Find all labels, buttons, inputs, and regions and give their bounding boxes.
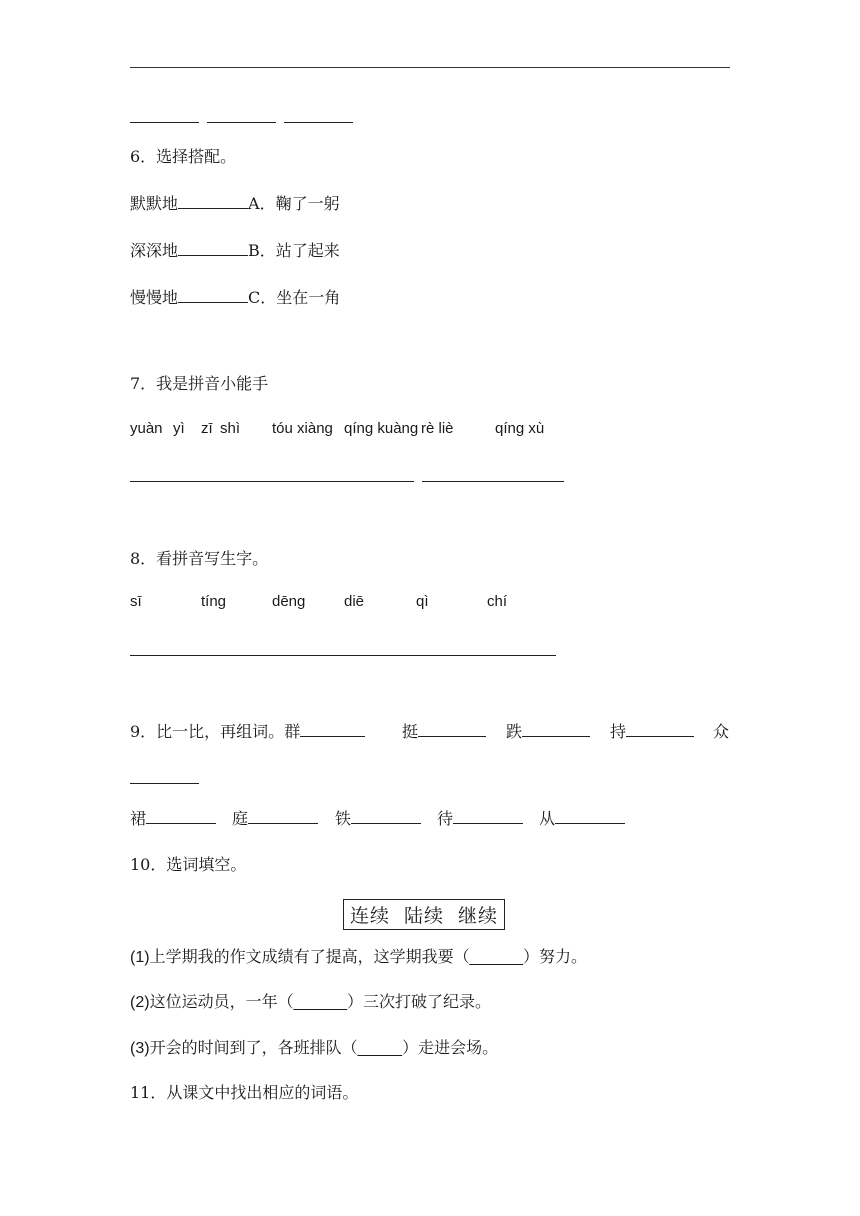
- q9-char: 待: [437, 809, 454, 828]
- q9-answer-blank[interactable]: [130, 769, 199, 784]
- q10-item-number: (3): [130, 1040, 150, 1057]
- q6-answer-blank[interactable]: [178, 241, 248, 256]
- answer-blank[interactable]: [207, 108, 276, 123]
- q8-answer-blank[interactable]: [485, 641, 556, 656]
- q8-pinyin: sī: [130, 593, 142, 610]
- q9-char: 众: [713, 722, 730, 741]
- q6-option: A．鞠了一躬: [248, 194, 340, 213]
- q10-answer-blank[interactable]: ______: [293, 994, 347, 1011]
- q9-answer-blank[interactable]: [300, 722, 365, 737]
- q7-pinyin: zī: [201, 420, 213, 437]
- q7-pinyin: rè liè: [421, 420, 454, 437]
- header-rule: [130, 67, 730, 68]
- q9-char: 从: [539, 809, 556, 828]
- answer-blanks-row: [130, 108, 353, 127]
- q6-word: 深深地: [130, 241, 179, 260]
- q10-item-text: ）努力。: [522, 947, 587, 966]
- q9-char: 持: [610, 722, 627, 741]
- q6-word: 慢慢地: [130, 288, 179, 307]
- q10-item-number: (2): [130, 994, 150, 1011]
- q10-item-text: 上学期我的作文成绩有了提高，这学期我要（: [149, 947, 470, 966]
- q9-char: 群: [284, 722, 301, 741]
- q9-answer-blank[interactable]: [626, 722, 694, 737]
- q10-item: [130, 946, 587, 969]
- q7-pinyin: yì: [173, 420, 185, 437]
- q8-answer-blanks: [130, 641, 556, 660]
- q9-answer-blank[interactable]: [146, 809, 216, 824]
- q7-answer-blanks: [130, 467, 564, 486]
- q7-title: 7．我是拼音小能手: [130, 374, 269, 393]
- q9-answer-blank[interactable]: [522, 722, 590, 737]
- q8-pinyin: diē: [344, 593, 365, 610]
- q10-item-text: 开会的时间到了，各班排队（: [149, 1038, 358, 1057]
- q8-pinyin: dēng: [272, 593, 306, 610]
- q10-title: 10．选词填空。: [130, 855, 247, 874]
- q9-item: [539, 808, 625, 830]
- q9-item: [335, 808, 421, 830]
- q9-answer-blank[interactable]: [351, 809, 421, 824]
- q6-answer-blank[interactable]: [178, 288, 248, 303]
- q7-pinyin: qíng kuàng: [344, 420, 419, 437]
- q10-word-bank: [343, 899, 505, 930]
- q9-char: 铁: [335, 809, 352, 828]
- q9-title: 9．比一比，再组词。: [130, 722, 285, 741]
- q10-answer-blank[interactable]: _____: [357, 1040, 403, 1057]
- q9-row-1: [130, 721, 365, 743]
- q9-answer-blank[interactable]: [453, 809, 523, 824]
- q8-answer-blank[interactable]: [130, 641, 201, 656]
- q9-wrapped-blank: [130, 769, 199, 788]
- q8-answer-blank[interactable]: [272, 641, 343, 656]
- q11-title: 11．从课文中找出相应的词语。: [130, 1083, 359, 1102]
- q10-item-text: ）走进会场。: [402, 1038, 499, 1057]
- q10-item-text: 这位运动员，一年（: [149, 992, 294, 1011]
- q9-item: [130, 808, 216, 830]
- q6-row: [130, 193, 340, 215]
- q10-item: [130, 991, 491, 1014]
- q7-answer-blank[interactable]: [201, 467, 272, 482]
- q7-pinyin: yuàn: [130, 420, 163, 437]
- q9-answer-blank[interactable]: [418, 722, 486, 737]
- q10-word-option: 继续: [458, 905, 499, 927]
- q8-title: 8．看拼音写生字。: [130, 549, 269, 568]
- q8-pinyin: tíng: [201, 593, 227, 610]
- q10-item-text: ）三次打破了纪录。: [346, 992, 491, 1011]
- q8-answer-blank[interactable]: [414, 641, 485, 656]
- q8-answer-blank[interactable]: [201, 641, 272, 656]
- q6-answer-blank[interactable]: [178, 194, 248, 209]
- answer-blank[interactable]: [130, 108, 199, 123]
- q7-pinyin: shì: [220, 420, 241, 437]
- q9-item: [437, 808, 523, 830]
- q9-char: 庭: [232, 809, 249, 828]
- q8-answer-blank[interactable]: [343, 641, 414, 656]
- q8-pinyin: chí: [487, 593, 508, 610]
- q6-option: C．坐在一角: [248, 288, 341, 307]
- q10-item: [130, 1037, 498, 1060]
- q7-pinyin: tóu xiàng: [272, 420, 333, 437]
- q9-answer-blank[interactable]: [248, 809, 318, 824]
- q8-pinyin: qì: [416, 593, 429, 610]
- q7-answer-blank[interactable]: [272, 467, 343, 482]
- q9-char: 挺: [402, 722, 419, 741]
- q9-item: [232, 808, 318, 830]
- q10-item-number: (1): [130, 949, 150, 966]
- q7-pinyin: qíng xù: [495, 420, 545, 437]
- q6-row: [130, 240, 340, 262]
- q6-row: [130, 287, 340, 309]
- q10-word-option: 连续: [350, 905, 391, 927]
- q7-answer-blank[interactable]: [493, 467, 564, 482]
- q6-title: 6．选择搭配。: [130, 147, 237, 166]
- q7-answer-blank[interactable]: [130, 467, 201, 482]
- q7-answer-blank[interactable]: [422, 467, 493, 482]
- q9-item: [610, 721, 694, 743]
- q6-word: 默默地: [130, 194, 179, 213]
- q9-char: 裙: [130, 809, 147, 828]
- q10-word-option: 陆续: [404, 905, 445, 927]
- q9-item: [506, 721, 590, 743]
- answer-blank[interactable]: [284, 108, 353, 123]
- q9-char: 跌: [506, 722, 523, 741]
- q6-option: B．站了起来: [248, 241, 340, 260]
- q10-answer-blank[interactable]: ______: [469, 949, 523, 966]
- q7-answer-blank[interactable]: [343, 467, 414, 482]
- q9-item: [402, 721, 486, 743]
- q9-answer-blank[interactable]: [555, 809, 625, 824]
